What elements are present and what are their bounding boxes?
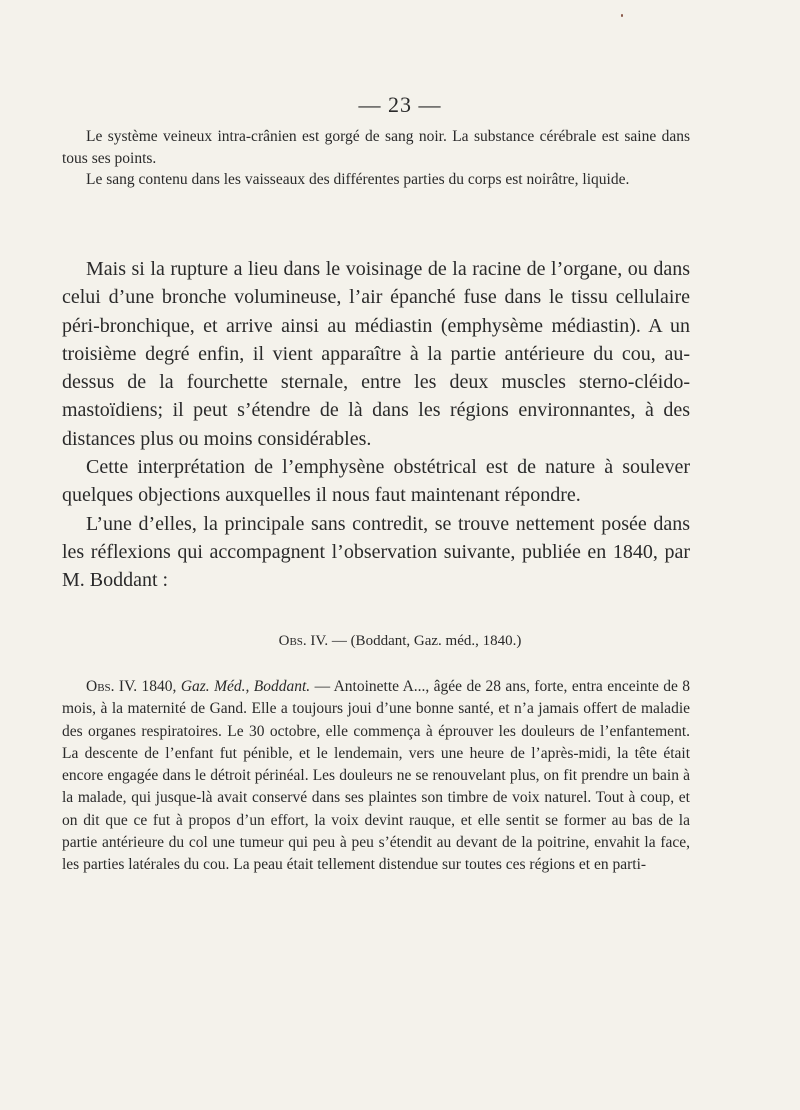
paragraph-objection: L’une d’elles, la principale sans contredit, se trouve nettement posée dans les réflexions qui accompagnent l’observation suivante, publiée en 1840, par M. Boddant : <box>62 512 690 592</box>
obs-ref-italic: Gaz. Méd., Boddant. <box>180 678 311 695</box>
observation-text <box>62 676 690 877</box>
autopsy-findings <box>62 126 690 191</box>
paragraph-blood: Le sang contenu dans les vaisseaux des différentes parties du corps est noirâtre, liquide. <box>86 171 630 188</box>
paragraph-interpretation: Cette interprétation de l’emphysène obstétrical est de nature à soulever quelques objections auxquelles il nous faut maintenant répondre. <box>62 456 690 507</box>
paragraph-observation <box>62 676 690 877</box>
paragraph-rupture: Mais si la rupture a lieu dans le voisinage de la racine de l’organe, ou dans celui d’une bronche volumineuse, l’air épanché fuse dans le tissu cellulaire péri-bronchique, et arrive ainsi au médiastin (emphysème médiastin). A un troisième degré enfin, il vient apparaître à la partie antérieure du cou, au-dessus de la fourchette sternale, entre les deux muscles sterno-cléido-mastoïdiens; il peut s’étendre de là dans les régions environnantes, à des distances plus ou moins considérables. <box>62 258 690 450</box>
page-number: — 23 — <box>358 92 442 117</box>
main-text <box>62 255 690 595</box>
obs-label: Obs. <box>278 633 307 649</box>
obs-body: — Antoinette A..., âgée de 28 ans, forte, entra enceinte de 8 mois, à la maternité de Gand. Elle a toujours joui d’une bonne santé, et n’a jamais offert de maladie des organes respiratoires. Le 30 octobre, elle commença à éprouver les douleurs de l’enfantement. La descente de l’enfant fut pénible, et le lendemain, vers une heure de l’après-midi, la tête était encore engagée dans le détroit périnéal. Les douleurs ne se renouvelant plus, on fit prendre un bain à la malade, qui jusque-là avait conservé dans ses plaintes son timbre de voix naturel. Tout à coup, et on dit que ce fut à propos d’un effort, la voix devint rauque, et elle sentit se former au bas de la partie antérieure du col une tumeur qui peu à peu s’étendit au devant de la poitrine, envahit la face, les parties latérales du cou. La peau était tellement distendue sur toutes ces régions et en parti- <box>62 678 691 874</box>
obs-label-inline: Obs. <box>86 678 115 695</box>
paragraph-venous-system: Le système veineux intra-crânien est gorgé de sang noir. La substance cérébrale est saine dans tous ses points. <box>62 128 690 167</box>
observation-heading <box>0 633 800 650</box>
obs-ref-plain: IV. 1840, <box>114 678 181 695</box>
obs-heading-text: IV. — (Boddant, Gaz. méd., 1840.) <box>306 633 522 649</box>
ink-speck <box>621 14 623 17</box>
